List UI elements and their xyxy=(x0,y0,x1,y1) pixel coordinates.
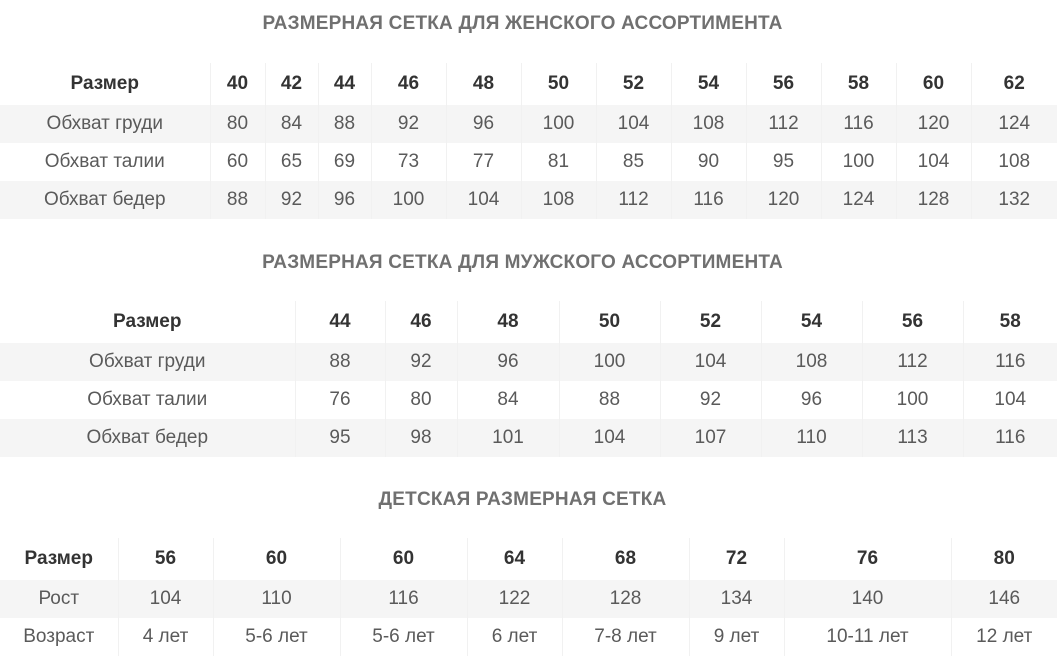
table-row xyxy=(0,381,1057,419)
table-cell: 104 xyxy=(896,143,971,181)
size-column-header: 44 xyxy=(295,301,385,343)
size-column-header: 56 xyxy=(118,538,213,580)
table-cell: 96 xyxy=(761,381,862,419)
table-cell: 104 xyxy=(446,181,521,219)
table-cell: 84 xyxy=(457,381,559,419)
size-column-header: 50 xyxy=(521,63,596,105)
table-cell: 104 xyxy=(660,343,761,381)
table-cell: 60 xyxy=(210,143,265,181)
table-cell: 90 xyxy=(671,143,746,181)
table-cell: 95 xyxy=(295,419,385,457)
table-cell: 100 xyxy=(821,143,896,181)
size-column-header: 64 xyxy=(467,538,562,580)
size-column-header: 58 xyxy=(963,301,1057,343)
size-column-header: 56 xyxy=(862,301,963,343)
header-label: Размер xyxy=(70,73,139,94)
women-table-title: РАЗМЕРНАЯ СЕТКА ДЛЯ ЖЕНСКОГО АССОРТИМЕНТА xyxy=(262,13,783,34)
table-cell: 88 xyxy=(295,343,385,381)
size-column-header: 48 xyxy=(457,301,559,343)
table-row xyxy=(0,343,1057,381)
row-label: Обхват бедер xyxy=(0,181,210,219)
table-cell: 132 xyxy=(971,181,1057,219)
table-cell: 108 xyxy=(761,343,862,381)
size-column-header: 60 xyxy=(340,538,467,580)
table-cell: 112 xyxy=(746,105,821,143)
row-label: Возраст xyxy=(23,626,95,647)
table-cell: 80 xyxy=(210,105,265,143)
table-cell: 69 xyxy=(318,143,371,181)
size-column-header: 80 xyxy=(951,538,1057,580)
table-cell: 5-6 лет xyxy=(340,618,467,656)
table-row xyxy=(0,181,1057,219)
kids-size-table xyxy=(0,538,1057,656)
size-column-header: 44 xyxy=(318,63,371,105)
table-cell: 128 xyxy=(562,580,689,618)
table-cell: 6 лет xyxy=(467,618,562,656)
table-row xyxy=(0,419,1057,457)
table-cell: 116 xyxy=(963,343,1057,381)
table-cell: 80 xyxy=(385,381,457,419)
table-cell: 101 xyxy=(457,419,559,457)
table-cell: 85 xyxy=(596,143,671,181)
table-cell: 92 xyxy=(265,181,318,219)
size-column-header: 40 xyxy=(210,63,265,105)
table-cell: 96 xyxy=(457,343,559,381)
size-column-header: 50 xyxy=(559,301,660,343)
table-cell: 12 лет xyxy=(951,618,1057,656)
table-cell: 96 xyxy=(318,181,371,219)
table-cell: 107 xyxy=(660,419,761,457)
table-cell: 110 xyxy=(213,580,340,618)
header-label: Размер xyxy=(24,548,93,569)
table-row xyxy=(0,143,1057,181)
table-cell: 120 xyxy=(746,181,821,219)
table-cell: 104 xyxy=(559,419,660,457)
table-cell: 96 xyxy=(446,105,521,143)
table-cell: 124 xyxy=(971,105,1057,143)
table-cell: 104 xyxy=(963,381,1057,419)
size-column-header: 76 xyxy=(784,538,951,580)
table-cell: 73 xyxy=(371,143,446,181)
size-column-header: 72 xyxy=(689,538,784,580)
table-cell: 65 xyxy=(265,143,318,181)
table-cell: 110 xyxy=(761,419,862,457)
size-column-header: 60 xyxy=(896,63,971,105)
table-cell: 124 xyxy=(821,181,896,219)
table-cell: 4 лет xyxy=(118,618,213,656)
size-column-header: 56 xyxy=(746,63,821,105)
women-header-row xyxy=(0,63,1057,105)
kids-header-row xyxy=(0,538,1057,580)
men-header-row xyxy=(0,301,1057,343)
table-cell: 100 xyxy=(521,105,596,143)
table-cell: 146 xyxy=(951,580,1057,618)
size-column-header: 46 xyxy=(385,301,457,343)
table-cell: 76 xyxy=(295,381,385,419)
table-cell: 5-6 лет xyxy=(213,618,340,656)
table-cell: 112 xyxy=(862,343,963,381)
table-cell: 113 xyxy=(862,419,963,457)
table-cell: 88 xyxy=(210,181,265,219)
row-label: Обхват талии xyxy=(44,151,165,172)
table-row xyxy=(0,105,1057,143)
table-row xyxy=(0,618,1057,656)
table-cell: 134 xyxy=(689,580,784,618)
table-cell: 116 xyxy=(671,181,746,219)
table-cell: 77 xyxy=(446,143,521,181)
table-cell: 100 xyxy=(371,181,446,219)
size-column-header: 54 xyxy=(671,63,746,105)
table-cell: 81 xyxy=(521,143,596,181)
table-cell: 100 xyxy=(559,343,660,381)
kids-table-title: ДЕТСКАЯ РАЗМЕРНАЯ СЕТКА xyxy=(378,489,667,510)
women-size-table xyxy=(0,63,1057,219)
table-cell: 9 лет xyxy=(689,618,784,656)
table-cell: 7-8 лет xyxy=(562,618,689,656)
size-column-header: 62 xyxy=(971,63,1057,105)
size-column-header: 60 xyxy=(213,538,340,580)
table-cell: 92 xyxy=(385,343,457,381)
table-cell: 88 xyxy=(559,381,660,419)
table-cell: 104 xyxy=(118,580,213,618)
table-cell: 116 xyxy=(821,105,896,143)
table-cell: 140 xyxy=(784,580,951,618)
size-column-header: 58 xyxy=(821,63,896,105)
row-label: Обхват талии xyxy=(87,389,208,410)
table-cell: 116 xyxy=(963,419,1057,457)
size-column-header: 54 xyxy=(761,301,862,343)
row-label: Рост xyxy=(0,580,118,618)
table-cell: 120 xyxy=(896,105,971,143)
table-cell: 112 xyxy=(596,181,671,219)
size-column-header: 48 xyxy=(446,63,521,105)
table-cell: 10-11 лет xyxy=(784,618,951,656)
table-cell: 92 xyxy=(371,105,446,143)
table-cell: 122 xyxy=(467,580,562,618)
row-label: Обхват груди xyxy=(0,343,295,381)
table-cell: 104 xyxy=(596,105,671,143)
row-label: Обхват бедер xyxy=(0,419,295,457)
men-size-table xyxy=(0,301,1057,457)
size-column-header: 52 xyxy=(660,301,761,343)
table-cell: 100 xyxy=(862,381,963,419)
table-cell: 108 xyxy=(521,181,596,219)
table-cell: 88 xyxy=(318,105,371,143)
header-label: Размер xyxy=(113,311,182,332)
size-column-header: 42 xyxy=(265,63,318,105)
men-table-title: РАЗМЕРНАЯ СЕТКА ДЛЯ МУЖСКОГО АССОРТИМЕНТА xyxy=(262,252,783,273)
table-cell: 95 xyxy=(746,143,821,181)
size-column-header: 52 xyxy=(596,63,671,105)
table-cell: 92 xyxy=(660,381,761,419)
table-cell: 84 xyxy=(265,105,318,143)
size-column-header: 46 xyxy=(371,63,446,105)
table-row xyxy=(0,580,1057,618)
row-label: Обхват груди xyxy=(0,105,210,143)
table-cell: 116 xyxy=(340,580,467,618)
size-column-header: 68 xyxy=(562,538,689,580)
table-cell: 128 xyxy=(896,181,971,219)
table-cell: 108 xyxy=(971,143,1057,181)
table-cell: 98 xyxy=(385,419,457,457)
table-cell: 108 xyxy=(671,105,746,143)
